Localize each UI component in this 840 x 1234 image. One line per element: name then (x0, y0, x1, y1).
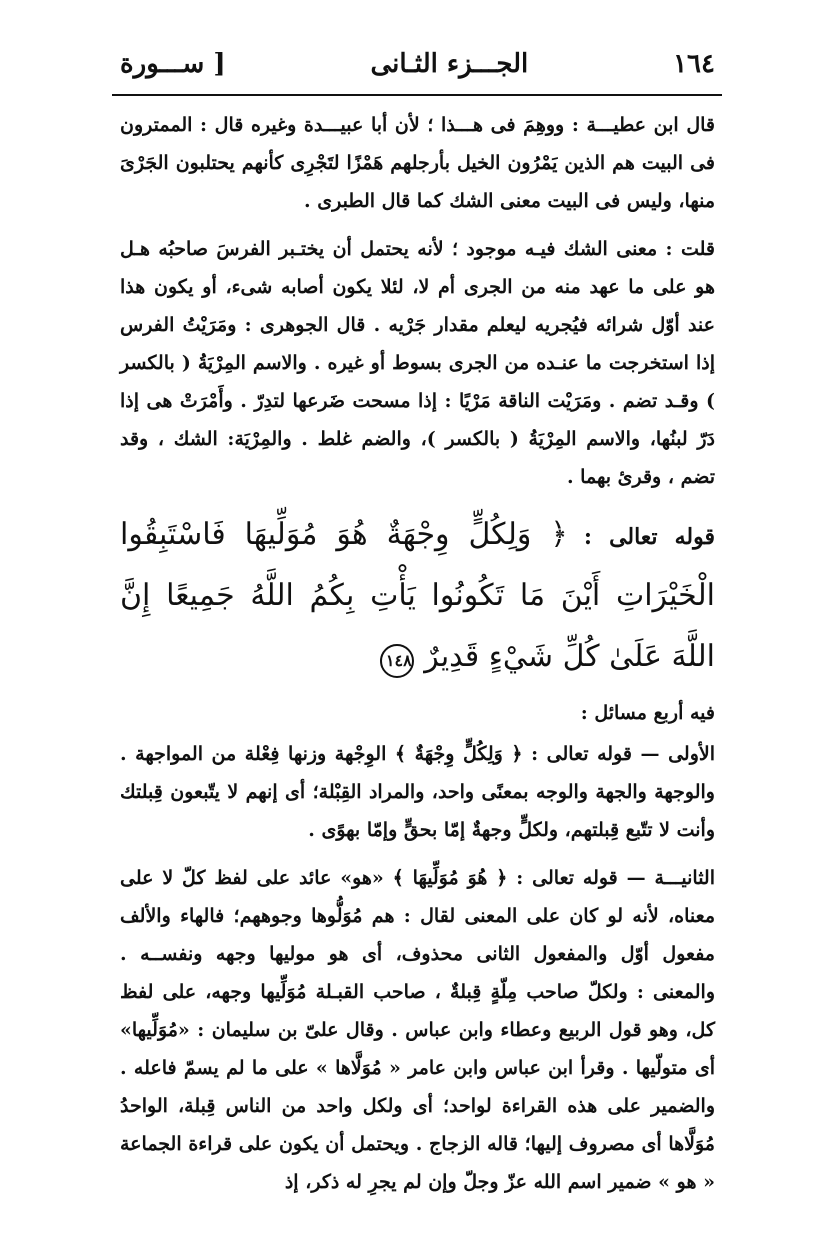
part-title: الجـــزء الثـانى (370, 49, 529, 79)
surah-label: [ ســـورة (120, 49, 226, 79)
verse-text: ﴿ وَلِكُلٍّ وِجْهَةٌ هُوَ مُوَلِّيهَا فَاسْتَبِقُوا الْخَيْرَاتِ أَيْنَ مَا تَكُونُوا يَأْتِ بِكُمُ اللَّهُ جَمِيعًا إِنَّ اللَّهَ عَلَىٰ كُلِّ شَيْءٍ قَدِيرٌ (120, 517, 715, 674)
page-header (120, 40, 715, 88)
page-body (120, 106, 715, 1194)
verse-block (120, 506, 715, 689)
verse-lead: قوله تعالى : (583, 524, 715, 550)
page-number: ١٦٤ (673, 49, 715, 79)
issues-heading: فيه أربع مسائل : (580, 702, 715, 724)
header-rule (112, 94, 722, 96)
paragraph-ibn-atiyya: قال ابن عطيـــة : ووهِمَ فى هـــذا ؛ لأن أبا عبيـــدة وغيره قال : الممترون فى البيت هم الذين يَمْرُون الخيل بأرجلهم هَمْزًا لتَجْرِى كأنهم يحتلبون الجَرْىَ منها، وليس فى البيت معنى الشك كما قال الطبرى . (120, 114, 715, 212)
issue-second: الثانيـــة — قوله تعالى : ﴿ هُوَ مُوَلِّيهَا ﴾ «هو» عائد على لفظ كلّ لا على معناه، لأنه لو كان على المعنى لقال : هم مُوَلُّوها وجوههم؛ فالهاء والألف مفعول أوّل والمفعول الثانى محذوف، أى هو موليها وجهه ونفســه . والمعنى : ولكلّ صاحب مِلّةٍ قِبلةٌ ، صاحب القبـلة مُوَلِّيها وجهه، على لفظ كل، وهو قول الربيع وعطاء وابن عباس . وقال علىّ بن سليمان : «مُوَلِّيها» أى متولّيها . وقرأ ابن عباس وابن عامر « مُوَلَّاها » على ما لم يسمّ فاعله . والضمير على هذه القراءة لواحد؛ أى ولكل واحد من الناس قِبلة، الواحدُ مُوَلَّاها أى مصروف إليها؛ قاله الزجاج . ويحتمل أن يكون على قراءة الجماعة « هو » ضمير اسم الله عزّ وجلّ وإن لم يجرِ له ذكر، إذ (120, 867, 715, 1193)
paragraph-commentary: قلت : معنى الشك فيـه موجود ؛ لأنه يحتمل أن يختـبر الفرسَ صاحبُه هـل هو على ما عهد منه من الجرى أم لا، لئلا يكون أصابه شىء، أو يكون هذا عند أوّل شرائه فيُجريه ليعلم مقدار جَرْيه . قال الجوهرى : ومَرَيْتُ الفرس إذا استخرجت ما عنـده من الجرى بسوط أو غيره . والاسم المِرْيَةُ ( بالكسر ) وقـد تضم . ومَرَيْت الناقة مَرْيًا : إذا مسحت ضَرعها لتدِرّ . وأَمْرَتْ هى إذا دَرّ لبنُها، والاسم المِرْيَةُ ( بالكسر )، والضم غلط . والمِرْيَة: الشك ، وقد تضم ، وقرئ بهما . (120, 238, 716, 488)
ayah-number-marker: ١٤٨ (380, 644, 414, 678)
issue-first: الأولى — قوله تعالى : ﴿ وَلِكُلٍّ وِجْهَةٌ ﴾ الوِجْهة وزنها فِعْلة من المواجهة . والوجهة والجهة والوجه بمعنًى واحد، والمراد القِبْلة؛ أى إنهم لا يتّبعون قِبلتك وأنت لا تتّبع قِبلتهم، ولكلٍّ وجهةٌ إمّا بحقٍّ وإمّا بهوًى . (120, 743, 715, 841)
